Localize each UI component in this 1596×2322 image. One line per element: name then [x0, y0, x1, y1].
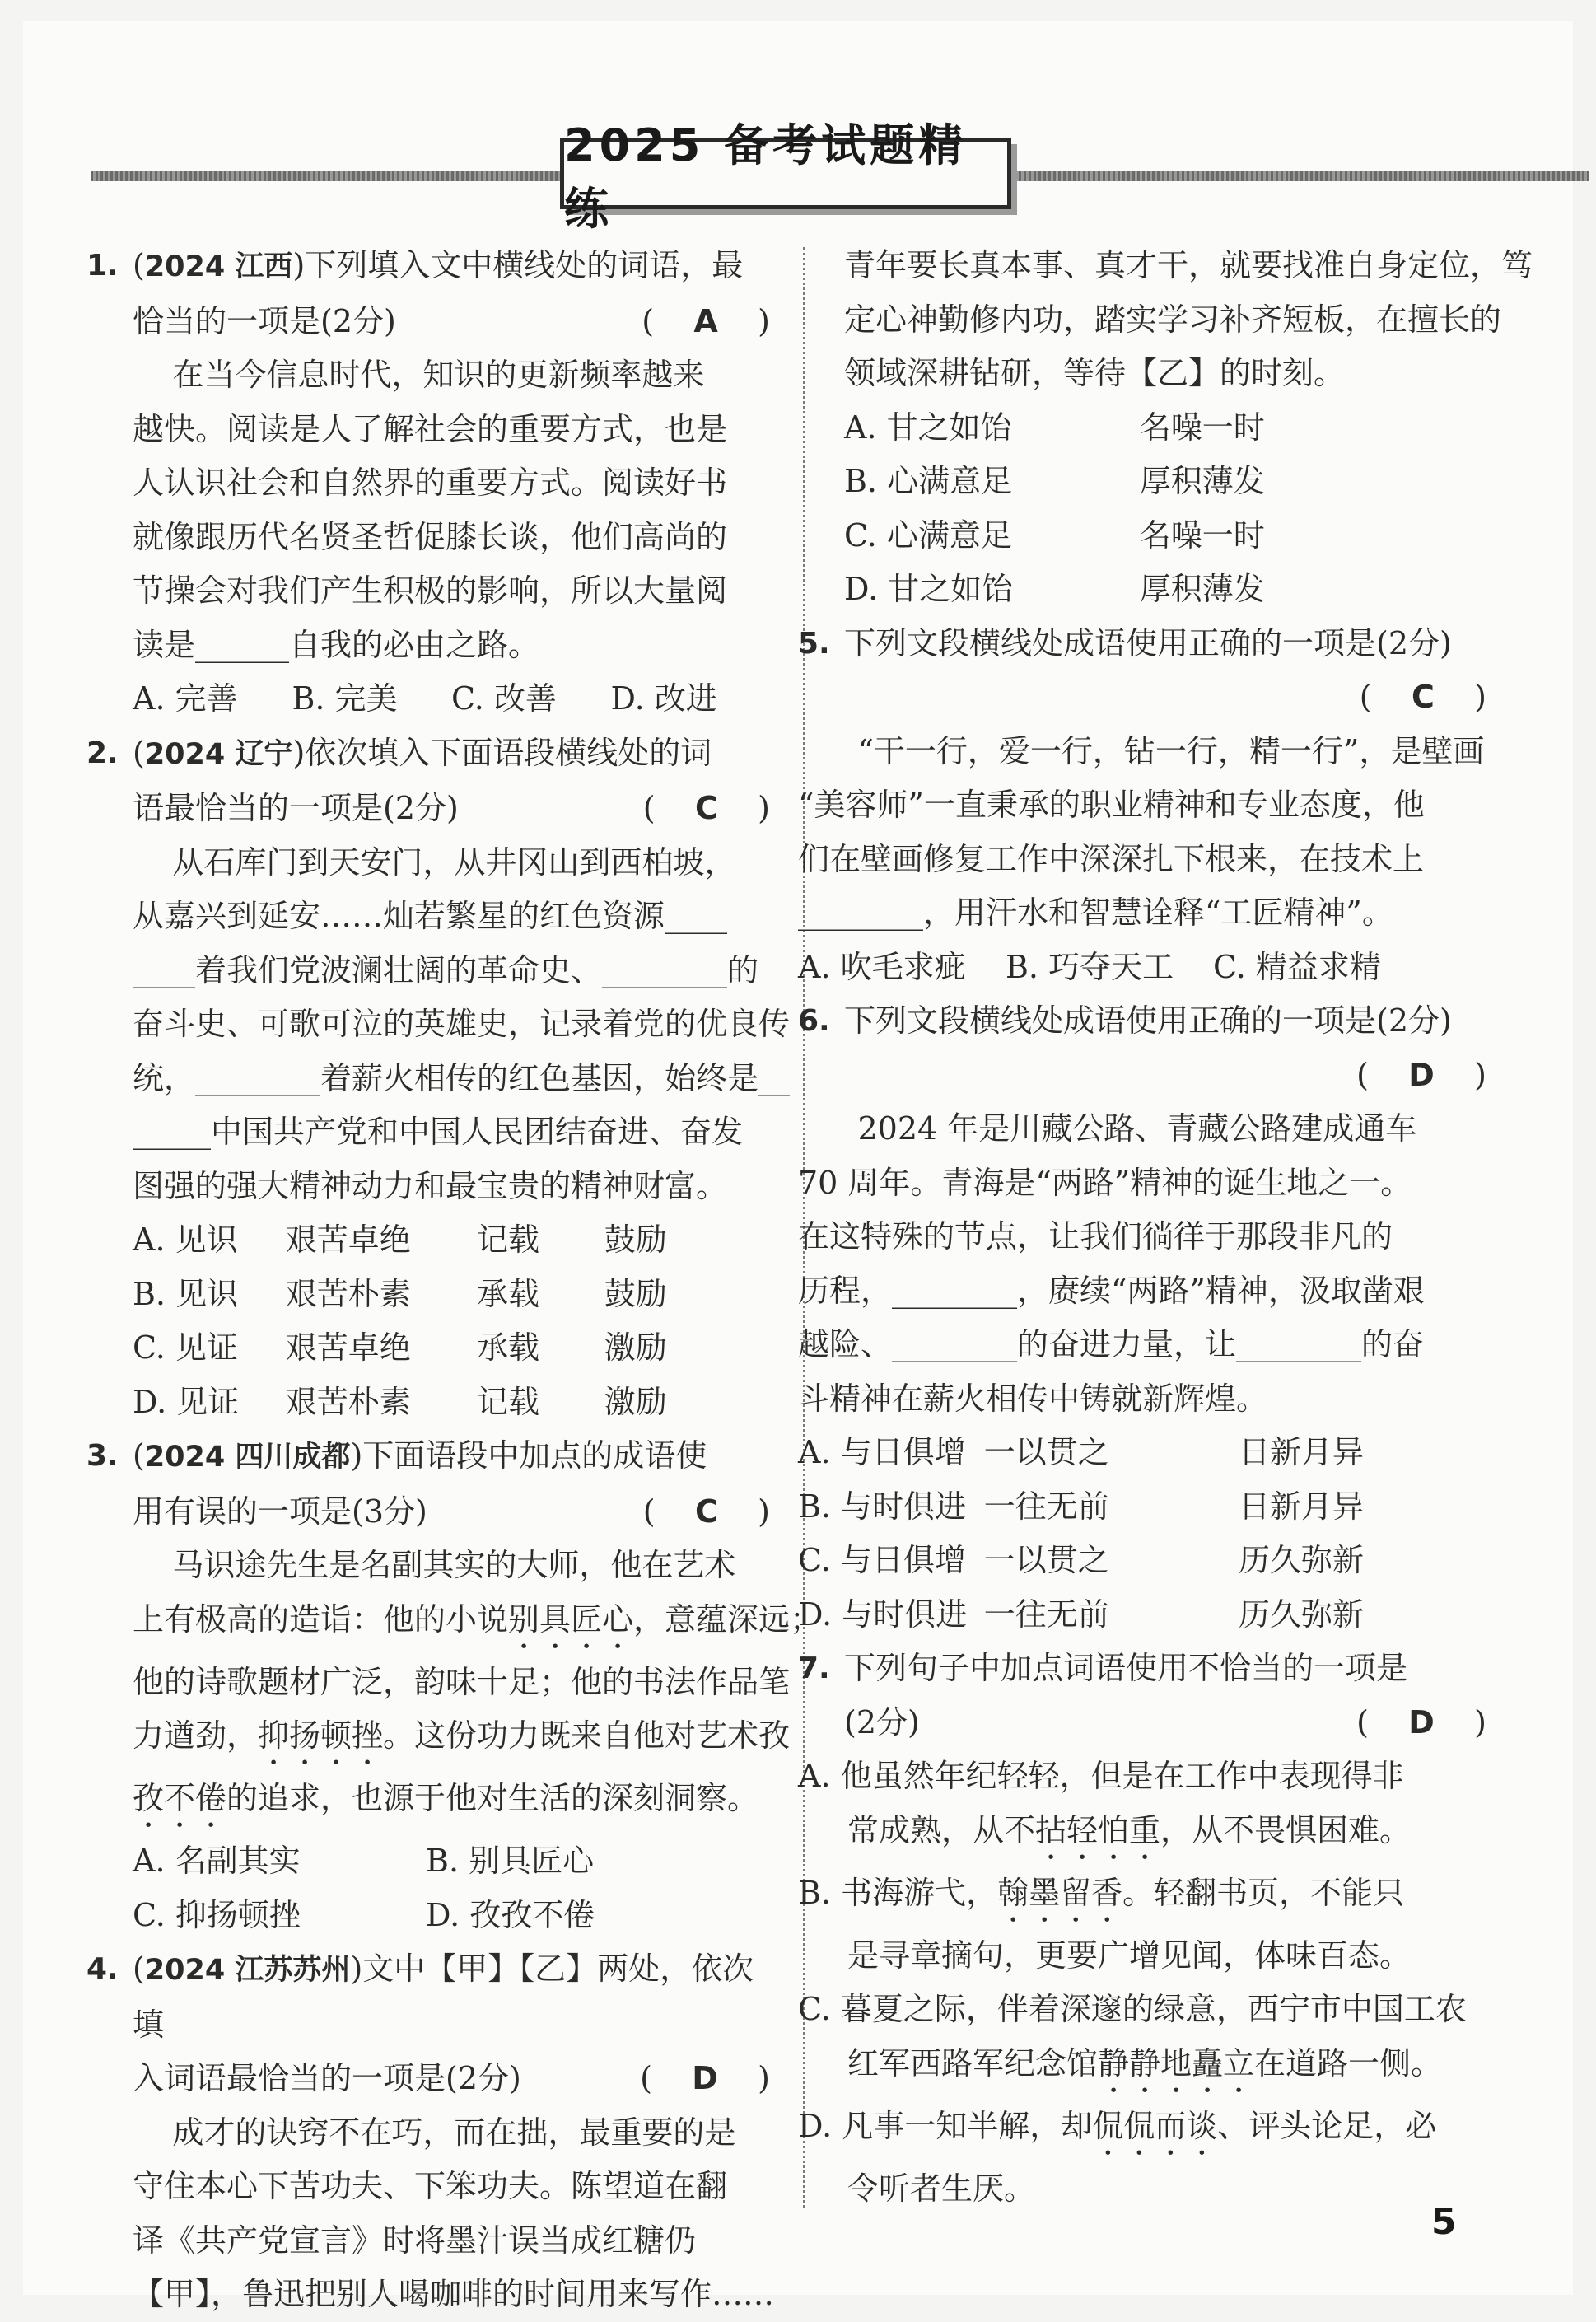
passage-line: 从嘉兴到延安……灿若繁星的红色资源____ — [133, 898, 728, 934]
question-number: 1. — [86, 249, 119, 283]
option-c: C. 见证 艰苦卓绝 承载 激励 — [133, 1329, 667, 1366]
answer-letter: C — [1411, 679, 1435, 715]
answer-bracket: ( D ) — [1356, 1056, 1486, 1093]
passage-line: 读是______自我的必由之路。 — [133, 626, 540, 663]
question-number: 7. — [798, 1652, 830, 1685]
passage-line: 越险、________的奋进力量，让________的奋 — [798, 1326, 1425, 1362]
passage-line: 奋斗史、可歌可泣的英雄史，记录着党的优良传 — [133, 1006, 791, 1042]
section-title: 2025 备考试题精练 — [560, 138, 1011, 209]
answer-bracket: ( C ) — [642, 790, 770, 826]
option-a: A. 见识 艰苦卓绝 记载 鼓励 — [133, 1222, 667, 1258]
question-stem: 下列填入文中横线处的词语，最 — [305, 247, 744, 283]
passage-line: 马识途先生是名副其实的大师，他在艺术 — [172, 1547, 736, 1583]
question-stem: (2分) — [844, 1703, 920, 1740]
passage-line: 统，________着薪火相传的红色基因，始终是__ — [133, 1059, 791, 1096]
passage-line: 从石库门到天安门，从井冈山到西柏坡， — [172, 843, 736, 881]
passage-line: 历程，________，赓续“两路”精神，汲取凿艰 — [798, 1272, 1425, 1309]
option-b: B. 与时俱进 一往无前 日新月异 — [798, 1488, 1365, 1525]
option-c: C. 与日俱增 一以贯之 历久弥新 — [798, 1542, 1365, 1578]
emphasized-idiom: 别具匠心 — [508, 1600, 634, 1638]
emphasized-idiom: 抑扬顿挫 — [258, 1717, 384, 1754]
passage-line: 斗精神在薪火相传中铸就新辉煌。 — [798, 1380, 1268, 1417]
question-number: 4. — [86, 1952, 119, 1986]
emphasized-word: 翰墨留香 — [997, 1874, 1123, 1911]
option-d: D. 改进 — [610, 680, 717, 717]
answer-letter: D — [1408, 1056, 1435, 1093]
option-a: A. 甘之如饴 名噪一时 — [844, 409, 1265, 446]
question-number: 2. — [86, 736, 119, 770]
answer-bracket: ( C ) — [642, 1493, 770, 1530]
passage-line: 越快。阅读是人了解社会的重要方式，也是 — [133, 410, 728, 447]
question-stem: 语最恰当的一项是(2分) — [133, 790, 459, 826]
answer-bracket: ( C ) — [1359, 679, 1486, 715]
question-number: 5. — [798, 626, 830, 661]
question-stem: 依次填入下面语段横线处的词 — [305, 734, 712, 771]
passage-line: 在当今信息时代，知识的更新频率越来 — [172, 357, 705, 393]
question-stem: 入词语最恰当的一项是(2分) — [133, 2060, 521, 2096]
question-stem: 下列文段横线处成语使用正确的一项是(2分) — [844, 1002, 1452, 1039]
option-c: C. 暮夏之际，伴着深邃的绿意，西宁市中国工农 — [798, 1991, 1467, 2027]
emphasized-word: 拈轻怕重 — [1035, 1811, 1161, 1848]
answer-letter: A — [693, 302, 718, 339]
option-a: A. 完善 — [133, 680, 238, 717]
passage-line: 守住本心下苦功夫、下笨功夫。陈望道在翻 — [133, 2168, 728, 2204]
passage-line: “美容师”一直秉承的职业精神和专业态度，他 — [798, 787, 1425, 823]
passage-line: 领域深耕钻研，等待【乙】的时刻。 — [844, 355, 1346, 391]
option-b: B. 心满意足 厚积薄发 — [844, 463, 1265, 499]
question-3: 3. (2024 四川成都)下面语段中加点的成语使 用有误的一项是(3分) ( C ) 马识途先生是名副其实的大师，他在艺术 上有极高的造诣：他的小说别具匠心，意蕴深远； 他的诗歌题材广泛，韵味十足；他的书法作品笔 力遒劲，抑扬顿挫。这份功力既来自他对艺术孜 孜不倦的追求，也源于他对生活的深刻洞察。 A. 名副其实 B. 别具匠心 C. 抑扬顿挫 D. 孜孜不倦 — [86, 1429, 770, 1942]
passage-line: 上有极高的造诣：他的小说别具匠心，意蕴深远； — [133, 1600, 822, 1638]
passage-line: 2024 年是川藏公路、青藏公路建成通车 — [857, 1110, 1417, 1147]
option-b: B. 完美 — [292, 680, 398, 717]
option-row — [133, 672, 770, 727]
option-d: D. 与时俱进 一往无前 历久弥新 — [798, 1595, 1365, 1633]
question-4-continued — [844, 239, 1533, 617]
question-number: 3. — [86, 1439, 119, 1473]
question-2: 2. (2024 辽宁)依次填入下面语段横线处的词 语最恰当的一项是(2分) ( C ) 从石库门到天安门，从井冈山到西柏坡， 从嘉兴到延安……灿若繁星的红色资源____ ____着我们党波澜壮阔的革命史、________的 奋斗史、可歌可泣的英雄史，记录着党的优良传 统，________着薪火相传的红色基因，始终是__ _____中国共产党和中国人民团结奋进、奋发 图强的强大精神动力和最宝贵的精神财富。 A. 见识 艰苦卓绝 记载 鼓励 B. 见识 艰苦朴素 承载 鼓励 C. 见证 艰苦卓绝 承载 激励 D. 见证 艰苦朴素 记载 激励 — [86, 727, 770, 1430]
answer-letter: C — [694, 790, 718, 826]
passage-line: 人认识社会和自然界的重要方式。阅读好书 — [133, 465, 728, 501]
question-4: 4. (2024 江苏苏州)文中【甲】【乙】两处，依次填 入词语最恰当的一项是(2分) ( D ) 成才的诀窍不在巧，而在拙，最重要的是 守住本心下苦功夫、下笨功夫。陈望道在翻 译《共产党宣言》时将墨汁误当成红糖仍 【甲】，鲁迅把别人喝咖啡的时间用来写作…… — [86, 1942, 770, 2322]
question-stem: 下面语段中加点的成语使 — [362, 1437, 707, 1474]
answer-letter: C — [694, 1493, 718, 1530]
passage-line: 成才的诀窍不在巧，而在拙，最重要的是 — [172, 2114, 736, 2151]
passage-line: _____中国共产党和中国人民团结奋进、奋发 — [133, 1114, 744, 1150]
passage-line: 就像跟历代名贤圣哲促膝长谈，他们高尚的 — [133, 518, 728, 555]
option-d: D. 凡事一知半解，却侃侃而谈、评头论足，必 — [798, 2107, 1437, 2144]
question-stem: 文中【甲】【乙】两处，依次填 — [133, 1951, 754, 2043]
header-rule-left — [91, 171, 564, 181]
answer-bracket: ( D ) — [640, 2060, 770, 2096]
passage-line: 们在壁画修复工作中深深扎下根来，在技术上 — [798, 840, 1425, 877]
question-source: 2024 江苏苏州 — [144, 1954, 351, 1987]
passage-line: 他的诗歌题材广泛，韵味十足；他的书法作品笔 — [133, 1663, 791, 1700]
question-1: 1. (2024 江西)下列填入文中横线处的词语，最 恰当的一项是(2分) ( A ) 在当今信息时代，知识的更新频率越来 越快。阅读是人了解社会的重要方式，也是 人认识社会和自然界的重要方式。阅读好书 就像跟历代名贤圣哲促膝长谈，他们高尚的 节操会对我们产生积极的影响，所以大量阅 读是______自我的必由之路。 A. 完善 B. 完美 C. 改善 D. 改进 — [86, 239, 770, 727]
passage-line: 图强的强大精神动力和最宝贵的精神财富。 — [133, 1167, 728, 1204]
header-rule-right — [1009, 171, 1589, 181]
passage-line: 定心神勤修内功，踏实学习补齐短板，在擅长的 — [844, 301, 1502, 338]
passage-line: 译《共产党宣言》时将墨汁误当成红糖仍 — [133, 2222, 697, 2259]
question-stem: 用有误的一项是(3分) — [133, 1493, 427, 1530]
option-c: C. 改善 — [451, 680, 557, 717]
question-source: 2024 江西 — [144, 250, 293, 283]
question-6 — [798, 994, 1486, 1642]
left-column — [86, 239, 822, 2322]
passage-line: 70 周年。青海是“两路”精神的诞生地之一。 — [798, 1164, 1412, 1201]
option-row: A. 吹毛求疵 B. 巧夺天工 C. 精益求精 — [798, 948, 1381, 985]
option-row: A. 名副其实 B. 别具匠心 — [133, 1843, 595, 1879]
question-source: 2024 四川成都 — [144, 1441, 351, 1474]
answer-letter: D — [1408, 1703, 1435, 1740]
right-column — [798, 239, 1533, 2216]
answer-bracket: ( D ) — [1356, 1703, 1486, 1740]
option-row: C. 抑扬顿挫 D. 孜孜不倦 — [133, 1896, 595, 1933]
option-d: D. 见证 艰苦朴素 记载 激励 — [133, 1383, 667, 1420]
option-b: B. 见识 艰苦朴素 承载 鼓励 — [133, 1275, 667, 1312]
option-a: A. 与日俱增 一以贯之 日新月异 — [798, 1434, 1365, 1470]
section-header — [0, 119, 1596, 235]
passage-line: “干一行，爱一行，钻一行，精一行”，是壁画 — [857, 732, 1485, 769]
answer-letter: D — [692, 2060, 718, 2096]
question-number: 6. — [798, 1004, 830, 1038]
passage-line: 孜不倦的追求，也源于他对生活的深刻洞察。 — [133, 1780, 759, 1816]
passage-line: 力遒劲，抑扬顿挫。这份功力既来自他对艺术孜 — [133, 1717, 791, 1754]
question-stem: 下列句子中加点词语使用不恰当的一项是 — [844, 1650, 1408, 1686]
passage-line: 【甲】，鲁迅把别人喝咖啡的时间用来写作…… — [133, 2276, 775, 2312]
passage-line: ____着我们党波澜壮阔的革命史、________的 — [133, 951, 759, 988]
emphasized-idiom: 孜不倦 — [133, 1780, 227, 1816]
emphasized-word: 静静地矗立 — [1098, 2044, 1255, 2081]
question-source: 2024 辽宁 — [144, 737, 293, 771]
answer-bracket: ( A ) — [642, 302, 770, 339]
option-a: A. 他虽然年纪轻轻，但是在工作中表现得非 — [798, 1758, 1404, 1794]
passage-line: ________，用汗水和智慧诠释“工匠精神”。 — [798, 895, 1393, 931]
option-d: D. 甘之如饴 厚积薄发 — [844, 571, 1265, 607]
page-number: 5 — [1431, 2201, 1457, 2243]
question-7: 7. 下列句子中加点词语使用不恰当的一项是 (2分) ( D ) A. 他虽然年纪轻轻，但是在工作中表现得非 常成熟，从不拈轻怕重，从不畏惧困难。 B. 书海游弋，翰墨留香。轻翻书页，不能只 是寻章摘句，更要广增见闻，体味百态。 C. 暮夏之际，伴着深邃的绿意，西宁市中国工农 红军西路军纪念馆静静地矗立在道路一侧。 D. 凡事一知半解，却侃侃而谈、评头论足，必 令听者生厌。 — [798, 1642, 1486, 2216]
question-stem: 恰当的一项是(2分) — [133, 302, 396, 339]
emphasized-word: 侃侃而谈 — [1092, 2107, 1218, 2144]
question-5 — [798, 617, 1486, 995]
option-b: B. 书海游弋，翰墨留香。轻翻书页，不能只 — [798, 1874, 1405, 1911]
option-c: C. 心满意足 名噪一时 — [844, 516, 1265, 554]
question-stem: 下列文段横线处成语使用正确的一项是(2分) — [844, 624, 1452, 661]
passage-line: 青年要长真本事、真才干，就要找准自身定位，笃 — [844, 247, 1533, 283]
passage-line: 节操会对我们产生积极的影响，所以大量阅 — [133, 572, 728, 609]
passage-line: 在这特殊的节点，让我们徜徉于那段非凡的 — [798, 1218, 1393, 1254]
